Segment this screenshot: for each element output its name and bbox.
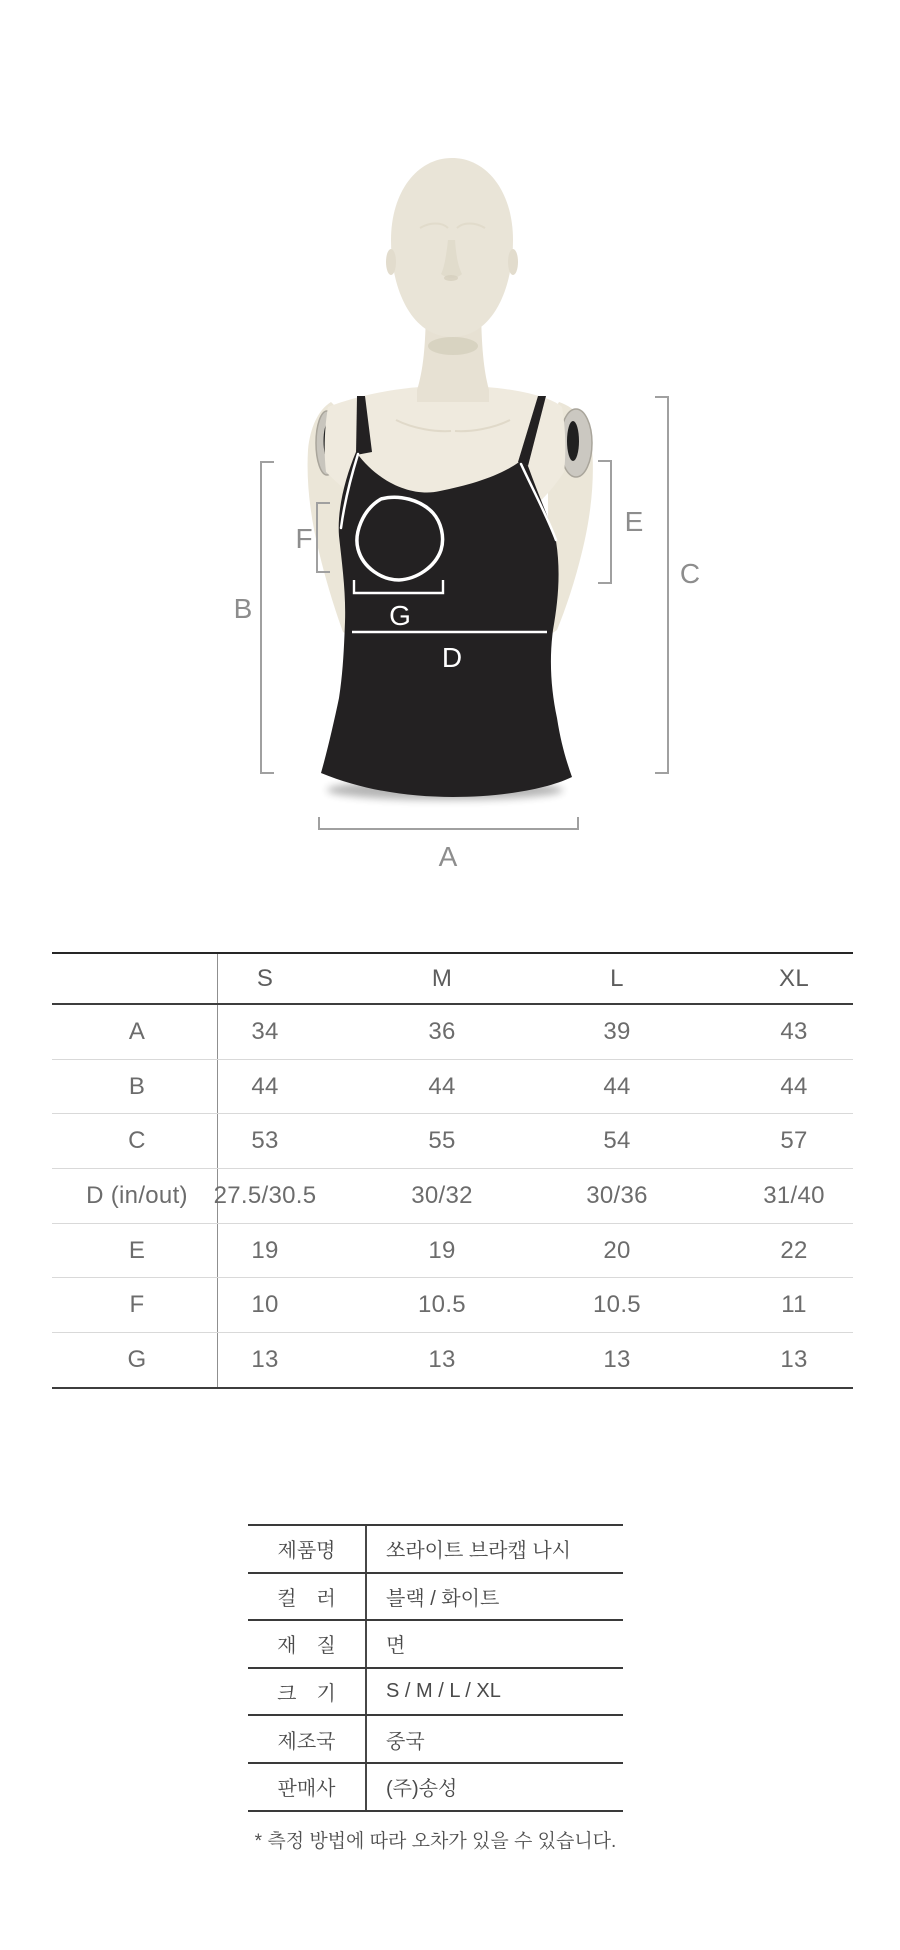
size-row-label: B	[128, 1072, 146, 1100]
size-cell: 43	[780, 1017, 808, 1045]
size-row-g	[52, 1333, 853, 1387]
size-cell: 36	[428, 1017, 456, 1045]
measure-a-bracket	[319, 817, 578, 829]
info-row-material	[248, 1621, 623, 1669]
measure-label-g: G	[389, 600, 411, 631]
info-row-size	[248, 1669, 623, 1717]
info-value: (주)송성	[386, 1778, 458, 1801]
size-cell: 44	[428, 1072, 456, 1100]
size-row-d	[52, 1169, 853, 1224]
size-cell: 54	[603, 1127, 631, 1155]
size-cell: 27.5/30.5	[213, 1181, 317, 1209]
size-row-label: D (in/out)	[86, 1181, 188, 1209]
size-cell: 10.5	[593, 1291, 641, 1319]
chin-shadow	[428, 337, 478, 355]
size-cell: 10.5	[418, 1291, 466, 1319]
size-cell: 19	[251, 1236, 279, 1264]
size-cell: 57	[780, 1127, 808, 1155]
left-ear	[386, 249, 396, 275]
size-cell: 13	[251, 1346, 279, 1374]
info-value: 중국	[386, 1730, 425, 1753]
measure-label-b: B	[233, 593, 253, 624]
size-col-header-xl: XL	[779, 964, 809, 992]
size-cell: 11	[781, 1291, 807, 1319]
measurement-disclaimer: * 측정 방법에 따라 오차가 있을 수 있습니다.	[254, 1831, 617, 1852]
info-value: 쏘라이트 브라캡 나시	[386, 1540, 571, 1563]
info-row-product-name	[248, 1526, 623, 1574]
size-row-e	[52, 1224, 853, 1279]
measure-label-c: C	[679, 558, 701, 589]
size-cell: 44	[251, 1072, 279, 1100]
info-row-seller	[248, 1764, 623, 1812]
info-row-origin	[248, 1716, 623, 1764]
info-value: 면	[386, 1635, 406, 1658]
size-cell: 53	[251, 1127, 279, 1155]
measure-label-f: F	[295, 523, 313, 554]
right-ear	[508, 249, 518, 275]
size-row-label: C	[128, 1127, 146, 1155]
size-row-label: E	[128, 1236, 146, 1264]
size-table-header-row	[52, 954, 853, 1005]
size-cell: 10	[251, 1291, 279, 1319]
size-col-header-m: M	[431, 964, 453, 992]
measure-c-bracket	[655, 397, 668, 773]
size-cell: 19	[428, 1236, 456, 1264]
size-row-label: G	[127, 1346, 147, 1374]
size-cell: 55	[428, 1127, 456, 1155]
size-chart-table	[52, 952, 853, 1389]
info-row-color	[248, 1574, 623, 1622]
size-row-c	[52, 1114, 853, 1169]
measure-label-e: E	[624, 506, 644, 537]
size-cell: 31/40	[763, 1181, 825, 1209]
size-cell: 30/36	[586, 1181, 648, 1209]
size-cell: 22	[780, 1236, 808, 1264]
size-row-label: F	[129, 1291, 145, 1319]
info-label: 판매사	[248, 1764, 367, 1810]
size-row-b	[52, 1060, 853, 1115]
measure-label-a: A	[438, 841, 458, 872]
size-cell: 34	[251, 1017, 279, 1045]
product-info-table	[248, 1524, 623, 1812]
size-cell: 13	[603, 1346, 631, 1374]
size-row-label: A	[128, 1017, 146, 1045]
size-cell: 13	[428, 1346, 456, 1374]
info-label: 재 질	[248, 1621, 367, 1667]
size-cell: 20	[603, 1236, 631, 1264]
info-label: 컬 러	[248, 1574, 367, 1620]
measure-e-bracket	[598, 461, 611, 583]
info-value: S / M / L / XL	[386, 1680, 501, 1703]
camisole-body	[321, 452, 572, 797]
size-cell: 39	[603, 1017, 631, 1045]
size-cell: 13	[780, 1346, 808, 1374]
info-label: 제조국	[248, 1716, 367, 1762]
size-col-header-l: L	[610, 964, 624, 992]
info-value: 블랙 / 화이트	[386, 1587, 500, 1610]
measure-b-bracket	[261, 462, 274, 773]
size-cell: 44	[780, 1072, 808, 1100]
nose-shadow	[444, 275, 458, 281]
size-col-header-s: S	[256, 964, 274, 992]
measure-label-d: D	[441, 642, 463, 673]
size-row-a	[52, 1005, 853, 1060]
info-label: 제품명	[248, 1526, 367, 1572]
size-cell: 44	[603, 1072, 631, 1100]
info-label: 크 기	[248, 1669, 367, 1715]
size-row-f	[52, 1278, 853, 1333]
size-cell: 30/32	[411, 1181, 473, 1209]
measurement-diagram	[0, 0, 900, 950]
